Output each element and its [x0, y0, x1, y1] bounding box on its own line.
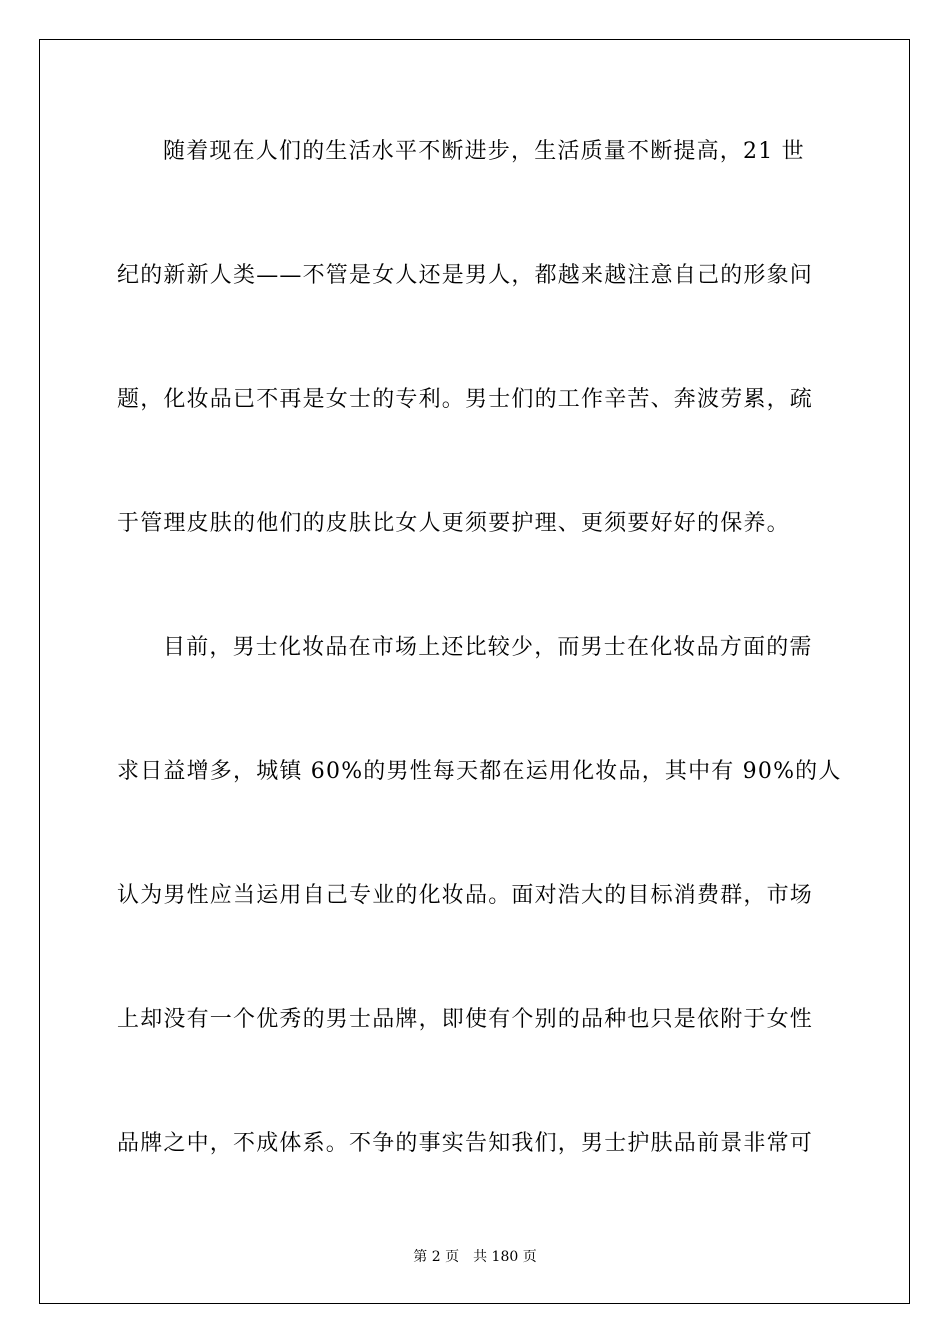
text-line: 随着现在人们的生活水平不断进步，生活质量不断提高，21 世	[163, 139, 805, 164]
page-footer	[0, 1248, 950, 1266]
total-pages: 共 180 页	[473, 1249, 537, 1265]
text-line: 上却没有一个优秀的男士品牌，即使有个别的品种也只是依附于女性	[117, 1007, 814, 1032]
text-line: 目前，男士化妆品在市场上还比较少，而男士在化妆品方面的需	[163, 635, 813, 660]
text-line: 题，化妆品已不再是女士的专利。男士们的工作辛苦、奔波劳累，疏	[117, 387, 814, 412]
text-line: 品牌之中，不成体系。不争的事实告知我们，男士护肤品前景非常可	[117, 1131, 814, 1156]
page-number: 第 2 页	[413, 1249, 460, 1265]
text-line: 求日益增多，城镇 60%的男性每天都在运用化妆品，其中有 90%的人	[117, 759, 842, 784]
page-border	[39, 39, 910, 1304]
text-line: 于管理皮肤的他们的皮肤比女人更须要护理、更须要好好的保养。	[117, 511, 790, 536]
text-line: 纪的新新人类——不管是女人还是男人，都越来越注意自己的形象问	[117, 263, 814, 288]
text-line: 认为男性应当运用自己专业的化妆品。面对浩大的目标消费群，市场	[117, 883, 814, 908]
